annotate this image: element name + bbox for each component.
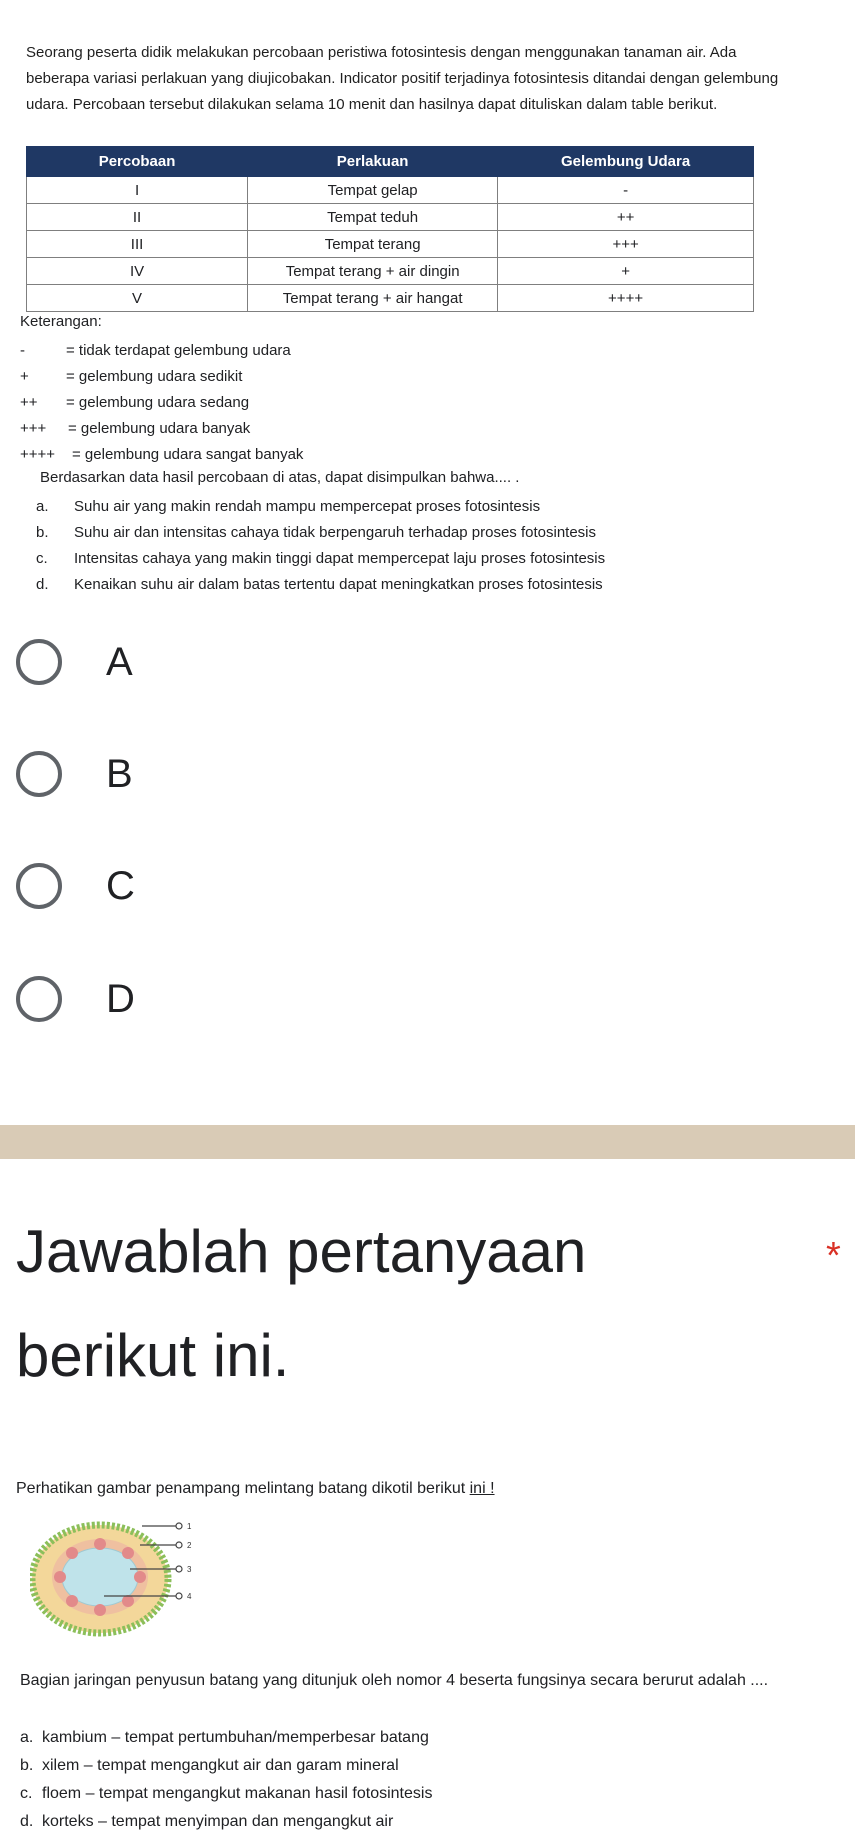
table-row: [27, 177, 754, 204]
radio-choice-b[interactable]: [16, 743, 416, 803]
radio-choice-d[interactable]: [16, 968, 416, 1028]
radio-button[interactable]: [16, 751, 62, 797]
figure-label: 4: [187, 1592, 192, 1601]
question-2-prompt-suffix: ini !: [469, 1480, 495, 1497]
legend-symbol: ++++: [20, 446, 56, 463]
table-row: [27, 231, 754, 258]
question-2-text: Bagian jaringan penyusun batang yang ditunjuk oleh nomor 4 beserta fungsinya secara berurut adalah ....: [20, 1672, 769, 1689]
radio-button[interactable]: [16, 639, 62, 685]
table-row: [27, 204, 754, 231]
table-cell: +: [498, 258, 754, 285]
radio-button[interactable]: [16, 863, 62, 909]
legend-desc: = tidak terdapat gelembung udara: [66, 342, 291, 359]
option-text: Suhu air yang makin rendah mampu mempercepat proses fotosintesis: [74, 498, 541, 515]
option-letter: b.: [36, 524, 49, 541]
table-cell: ++: [498, 204, 754, 231]
option-letter: d.: [36, 576, 49, 593]
table-cell: Tempat teduh: [248, 204, 498, 231]
option-letter: c.: [20, 1785, 33, 1802]
option-text: Suhu air dan intensitas cahaya tidak berpengaruh terhadap proses fotosintesis: [74, 524, 597, 541]
stem-cross-section-figure: [30, 1517, 230, 1637]
conclusion-prompt: Berdasarkan data hasil percobaan di atas, dapat disimpulkan bahwa.... .: [40, 469, 520, 486]
required-asterisk: *: [826, 1235, 841, 1277]
figure-label: 2: [187, 1541, 192, 1550]
table-header: Gelembung Udara: [498, 147, 754, 177]
question-2-prompt-text: Perhatikan gambar penampang melintang batang dikotil berikut: [16, 1480, 466, 1497]
option-text: floem – tempat mengangkut makanan hasil fotosintesis: [42, 1785, 433, 1802]
option-letter: b.: [20, 1757, 34, 1774]
option-text: korteks – tempat menyimpan dan mengangkut air: [42, 1813, 394, 1830]
table-cell: ++++: [498, 285, 754, 312]
option-text: Kenaikan suhu air dalam batas tertentu dapat meningkatkan proses fotosintesis: [74, 576, 603, 593]
choice-label: A: [106, 640, 133, 684]
table-header: Percobaan: [27, 147, 248, 177]
legend-desc: = gelembung udara sedang: [66, 394, 250, 411]
option-text: xilem – tempat mengangkut air dan garam mineral: [42, 1757, 399, 1774]
legend-desc: = gelembung udara sangat banyak: [72, 446, 304, 463]
table-cell: V: [27, 285, 248, 312]
option-letter: c.: [36, 550, 48, 567]
legend-symbol: +++: [20, 420, 47, 437]
option-letter: a.: [20, 1729, 34, 1746]
legend-symbol: -: [20, 342, 25, 359]
option-letter: a.: [36, 498, 49, 515]
table-header: Perlakuan: [248, 147, 498, 177]
radio-choice-a[interactable]: [16, 631, 416, 691]
legend-symbol: ++: [20, 394, 38, 411]
table-row: [27, 258, 754, 285]
table-cell: Tempat terang: [248, 231, 498, 258]
table-cell: IV: [27, 258, 248, 285]
legend-symbol: +: [20, 368, 29, 385]
table-cell: II: [27, 204, 248, 231]
table-cell: Tempat terang + air dingin: [248, 258, 498, 285]
table-cell: Tempat terang + air hangat: [248, 285, 498, 312]
choice-label: B: [106, 752, 133, 796]
radio-button[interactable]: [16, 976, 62, 1022]
table-row: [27, 285, 754, 312]
table-header-row: [27, 147, 754, 177]
experiment-table: [26, 146, 754, 312]
legend-title: Keterangan:: [20, 313, 102, 330]
choice-label: C: [106, 864, 135, 908]
question-1-intro: Seorang peserta didik melakukan percobaan peristiwa fotosintesis dengan menggunakan tanaman air. Ada beberapa variasi perlakuan yang diujicobakan. Indicator positif terjadinya fotosintesis ditandai dengan gelembung udara. Percobaan tersebut dilakukan selama 10 menit dan hasilnya dapat dituliskan dalam table berikut.: [26, 44, 779, 113]
option-letter: d.: [20, 1813, 34, 1830]
option-text: kambium – tempat pertumbuhan/memperbesar batang: [42, 1729, 429, 1746]
table-cell: Tempat gelap: [248, 177, 498, 204]
choice-label: D: [106, 977, 135, 1021]
table-cell: I: [27, 177, 248, 204]
radio-choice-c[interactable]: [16, 855, 416, 915]
table-cell: III: [27, 231, 248, 258]
figure-label: 3: [187, 1565, 192, 1574]
legend-desc: = gelembung udara banyak: [68, 420, 251, 437]
table-cell: +++: [498, 231, 754, 258]
table-cell: -: [498, 177, 754, 204]
legend-desc: = gelembung udara sedikit: [66, 368, 243, 385]
option-text: Intensitas cahaya yang makin tinggi dapat mempercepat laju proses fotosintesis: [74, 550, 606, 567]
figure-label: 1: [187, 1522, 192, 1531]
pointer-dots: [176, 1523, 182, 1599]
section-divider: [0, 1125, 855, 1159]
question-2-prompt: [16, 1480, 495, 1498]
section-title: Jawablah pertanyaan berikut ini.: [16, 1218, 587, 1389]
